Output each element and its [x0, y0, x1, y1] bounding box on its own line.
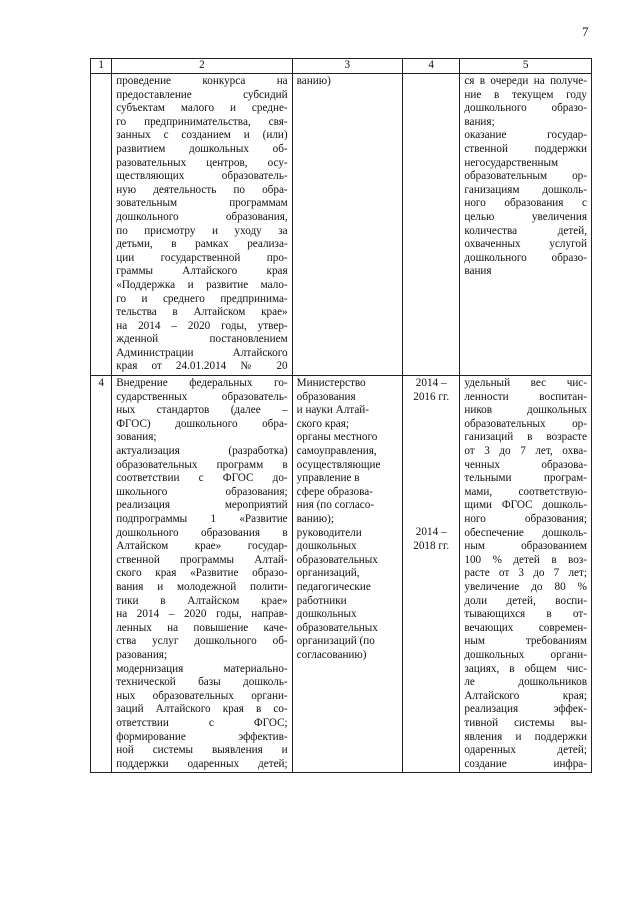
text-line: на 2014 – 2020 годы, направ-	[116, 608, 288, 621]
text-line: дошкольных органи-	[464, 648, 587, 661]
text-line: негосударственным	[464, 156, 559, 169]
text-line: 2014 –	[415, 377, 447, 390]
text-line: зовательным программам	[116, 197, 288, 210]
text-line: ленных на повышение каче-	[116, 621, 288, 634]
text-line: образовательных ор-	[464, 417, 587, 430]
text-line: ную деятельность по обра-	[116, 183, 288, 196]
text-line: зования;	[116, 431, 157, 444]
text-line: 2014 –	[415, 526, 447, 539]
text-line: развитием дошкольных об-	[116, 142, 288, 155]
text-line: органы местного	[296, 431, 378, 444]
text-line: самоуправления,	[296, 445, 377, 458]
text-line: удельный вес чис-	[464, 377, 587, 390]
text-line: увеличение до 80 %	[464, 580, 587, 593]
responsible-cell	[292, 376, 402, 773]
text-line: образования	[296, 390, 356, 403]
header-col-4: 4	[403, 59, 460, 74]
period-spacer	[407, 404, 455, 526]
text-line: ников дошкольных	[464, 404, 587, 417]
text-line: ванию)	[296, 75, 331, 87]
text-line: управление в	[296, 472, 360, 485]
text-line: явления и поддержки	[464, 730, 587, 743]
row-number-cell: 4	[91, 376, 112, 773]
measure-cell	[112, 376, 292, 773]
program-table	[90, 58, 592, 773]
text-line: 100 % детей в воз-	[464, 553, 587, 566]
text-line: детьми, в рамках реализа-	[116, 238, 288, 251]
text-line: сударственных образователь-	[116, 390, 288, 403]
text-line: ственной программы Алтай-	[116, 553, 288, 566]
text-line: ленности воспитан-	[464, 390, 587, 403]
text-line: технической базы дошколь-	[116, 676, 288, 689]
text-line: края от 24.01.2014 № 20	[116, 360, 288, 373]
page-number: 7	[582, 24, 589, 39]
header-col-3: 3	[292, 59, 402, 74]
text-line: педагогические	[296, 580, 371, 593]
text-line: ченных образова-	[464, 458, 587, 471]
text-line: целью увеличения	[464, 210, 587, 223]
text-line: руководители	[296, 526, 362, 539]
text-line: формирование эффектив-	[116, 730, 288, 743]
text-line: дошкольных	[296, 608, 357, 621]
text-line: ства услуг дошкольного об-	[116, 635, 288, 648]
text-line: Внедрение федеральных го-	[116, 377, 288, 390]
text-line: Алтайского края;	[464, 689, 587, 702]
responsible-cell	[292, 74, 402, 376]
text-line: ществляющих образователь-	[116, 170, 288, 183]
text-line: граммы Алтайского края	[116, 265, 288, 278]
period-block-1	[407, 377, 455, 404]
text-line: модернизация материально-	[116, 662, 288, 675]
text-line: занных с созданием и (или)	[116, 129, 288, 142]
text-line: образовательных	[296, 621, 378, 634]
text-line: оказание государ-	[464, 129, 587, 142]
text-line: создание инфра-	[464, 757, 587, 770]
text-line: ного образования;	[464, 513, 587, 525]
text-line: 2016 гг.	[413, 390, 450, 403]
text-line: дошкольного образо-	[464, 251, 587, 264]
text-line: расте от 3 до 7 лет;	[464, 567, 587, 580]
text-line: Алтайском крае» государ-	[116, 540, 288, 553]
text-line: разовательных центров, осу-	[116, 156, 288, 169]
text-line: дошкольных	[296, 540, 357, 553]
text-line: щими ФГОС дошколь-	[464, 499, 587, 512]
text-line: вечающих современ-	[464, 621, 587, 634]
text-line: ского края «Развитие образо-	[116, 567, 288, 580]
text-line: охваченных услугой	[464, 238, 587, 251]
text-line: тивной системы вы-	[464, 716, 587, 729]
text-line: ние в текущем году	[464, 88, 587, 101]
text-line: тывающихся в от-	[464, 608, 587, 621]
text-line: школьного образования;	[116, 485, 288, 498]
text-line: образовательных	[296, 553, 378, 566]
text-line: актуализация (разработка)	[116, 445, 288, 458]
period-block-2	[407, 526, 455, 553]
text-line: реализация мероприятий	[116, 499, 288, 512]
text-line: ного образования с	[464, 197, 587, 210]
table-row-continued	[91, 74, 592, 376]
text-line: тельными програм-	[464, 472, 587, 485]
table-header-row	[91, 59, 592, 74]
text-line: реализация эффек-	[464, 703, 587, 716]
result-cell	[460, 74, 592, 376]
text-line: ных образовательных органи-	[116, 689, 288, 702]
text-line: ФГОС) дошкольного обра-	[116, 417, 288, 430]
text-line: поддержки одаренных детей;	[116, 757, 288, 770]
text-line: вания и молодежной полити-	[116, 580, 288, 593]
text-line: ответствии с ФГОС;	[116, 716, 288, 729]
text-line: образовательных программ в	[116, 458, 288, 471]
text-line: субъектам малого и средне-	[116, 102, 288, 115]
text-line: вания	[464, 265, 492, 278]
text-line: тельства в Алтайском крае»	[116, 306, 288, 319]
text-line: по присмотру и уходу за	[116, 224, 288, 237]
text-line: доли детей, воспи-	[464, 594, 587, 607]
text-line: ной системы выявления и	[116, 744, 288, 757]
measure-cell	[112, 74, 292, 376]
text-line: ского края;	[296, 417, 350, 430]
text-line: ных стандартов (далее –	[116, 404, 288, 417]
text-line: работники	[296, 594, 347, 607]
text-line: зациях, в общем чис-	[464, 662, 587, 675]
text-line: сфере образова-	[296, 485, 373, 498]
text-line: на 2014 – 2020 годы, утвер-	[116, 319, 288, 332]
text-line: обеспечение дошколь-	[464, 526, 587, 539]
text-line: дошкольного образования в	[116, 526, 288, 539]
text-line: ственной поддержки	[464, 142, 587, 155]
text-line: мами, соответствую-	[464, 485, 587, 498]
text-line: вания;	[464, 115, 495, 128]
text-line: 2018 гг.	[413, 539, 450, 552]
text-line: организаций (по	[296, 635, 375, 648]
text-line: ния (по согласо-	[296, 499, 375, 512]
text-line: соответствии с ФГОС до-	[116, 472, 288, 485]
text-line: образовательным ор-	[464, 170, 587, 183]
header-col-5: 5	[460, 59, 592, 74]
text-line: го предпринимательства, свя-	[116, 115, 288, 128]
text-line: предоставление субсидий	[116, 88, 288, 101]
text-line: Министерство	[296, 377, 366, 390]
header-col-2: 2	[112, 59, 292, 74]
text-line: ванию);	[296, 513, 334, 525]
text-line: проведение конкурса на	[116, 75, 288, 87]
text-line: количества детей,	[464, 224, 587, 237]
text-line: «Поддержка и развитие мало-	[116, 278, 288, 291]
text-line: ции государственной про-	[116, 251, 288, 264]
text-line: дошкольного образо-	[464, 102, 587, 115]
text-line: жденной постановлением	[116, 333, 288, 346]
text-line: и науки Алтай-	[296, 404, 370, 417]
header-col-1: 1	[91, 59, 112, 74]
result-cell	[460, 376, 592, 773]
text-line: Администрации Алтайского	[116, 346, 288, 359]
text-line: тики в Алтайском крае»	[116, 594, 288, 607]
text-line: ся в очереди на получе-	[464, 75, 587, 87]
text-line: одаренных детей;	[464, 744, 587, 757]
text-line: заций Алтайского края в со-	[116, 703, 288, 716]
text-line: согласованию)	[296, 648, 367, 661]
text-line: организаций,	[296, 567, 360, 580]
period-cell	[403, 74, 460, 376]
text-line: ле дошкольников	[464, 676, 587, 689]
text-line: разования;	[116, 648, 168, 661]
text-line: ным образованием	[464, 540, 587, 553]
text-line: осуществляющие	[296, 458, 381, 471]
text-line: дошкольного образования,	[116, 210, 288, 223]
row-number-cell	[91, 74, 112, 376]
text-line: го и среднего предпринима-	[116, 292, 288, 305]
text-line: ганизациям дошколь-	[464, 183, 587, 196]
period-cell	[403, 376, 460, 773]
text-line: ганизаций в возрасте	[464, 431, 587, 444]
text-line: подпрограммы 1 «Развитие	[116, 513, 288, 525]
text-line: от 3 до 7 лет, охва-	[464, 445, 587, 458]
table-row-4	[91, 376, 592, 773]
text-line: ным требованиям	[464, 635, 587, 648]
